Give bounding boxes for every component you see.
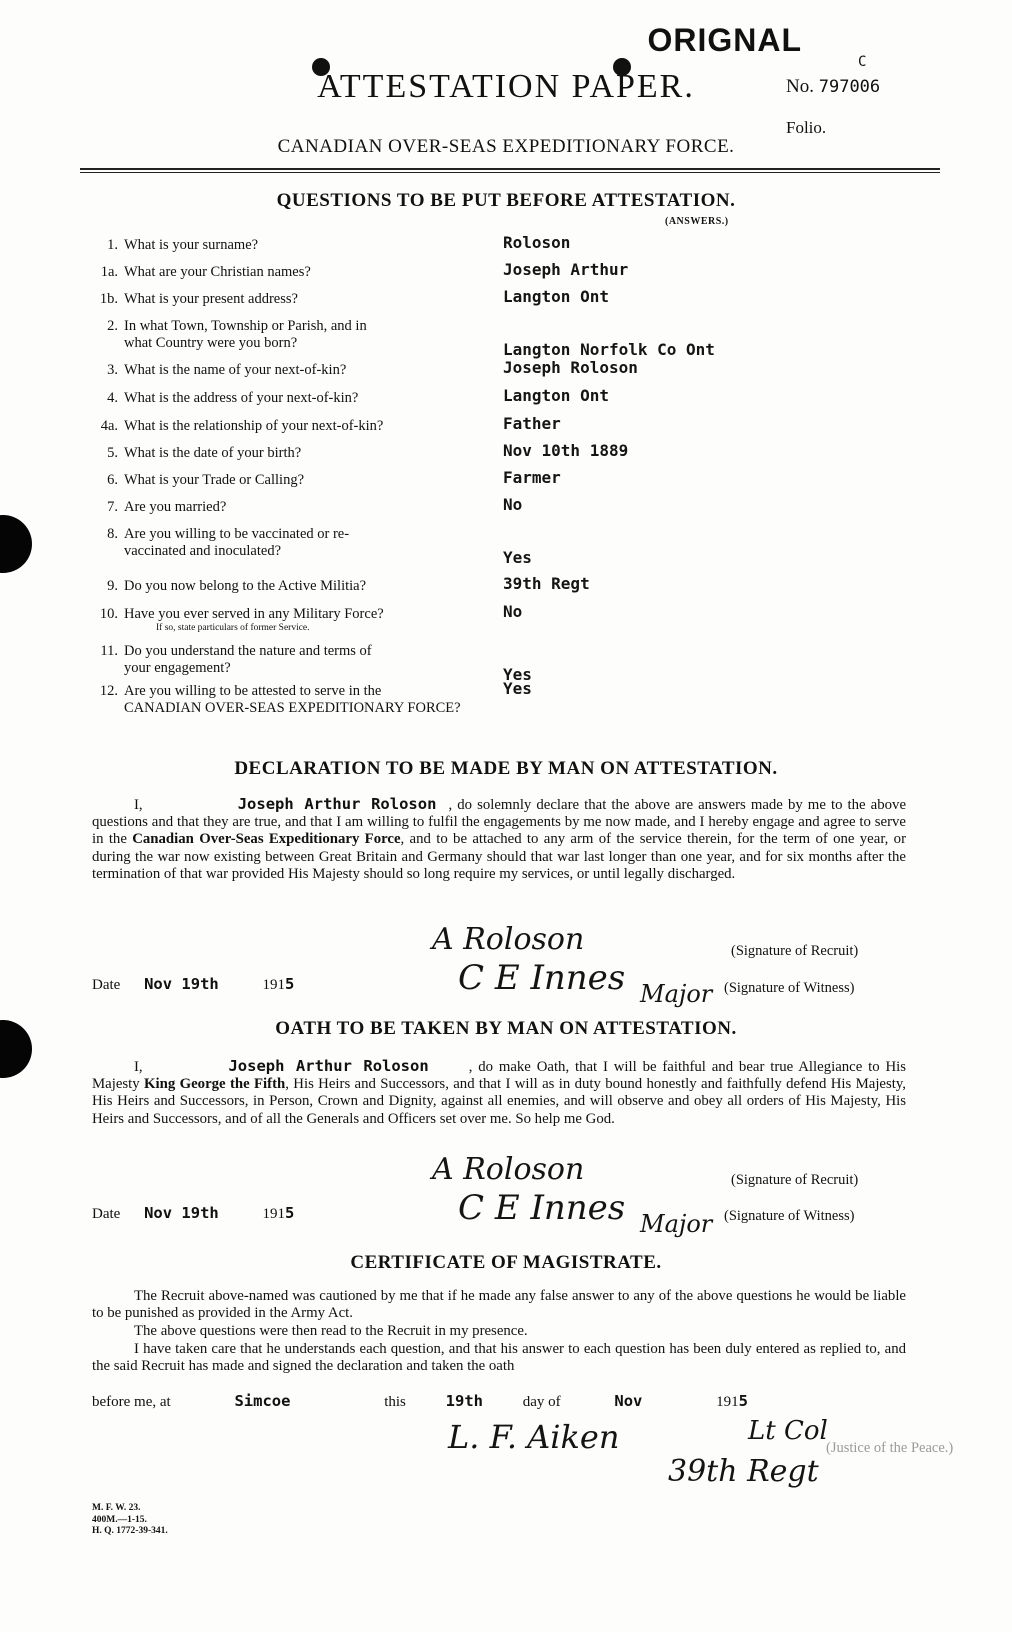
oath-heading: OATH TO BE TAKEN BY MAN ON ATTESTATION. bbox=[275, 1018, 737, 1039]
oath-year-suffix: 5 bbox=[284, 1204, 295, 1222]
original-stamp: ORIGNAL bbox=[647, 22, 802, 58]
oath-date-line bbox=[92, 1204, 294, 1223]
answer-value: Langton Norfolk Co Ont bbox=[503, 340, 715, 359]
question-number: 1. bbox=[107, 237, 118, 253]
question-text: Have you ever served in any Military Force? bbox=[124, 606, 384, 622]
question-text-continued: your engagement? bbox=[124, 660, 231, 676]
certificate-day-of-label: day of bbox=[522, 1394, 561, 1410]
question-row bbox=[90, 606, 470, 634]
magistrate-unit: 39th Regt bbox=[668, 1454, 819, 1489]
declaration-heading: DECLARATION TO BE MADE BY MAN ON ATTESTATION. bbox=[234, 758, 778, 779]
answer-value: Yes bbox=[503, 679, 532, 698]
question-line bbox=[90, 578, 366, 594]
answer-value: Yes bbox=[503, 665, 532, 684]
certificate-paragraph-3: I have taken care that he understands each question, and that his answer to each question has been duly entered as replied to, and the said Recruit has made and signed the declaration and taken the oath bbox=[92, 1341, 906, 1375]
question-row bbox=[90, 445, 470, 462]
question-line bbox=[90, 264, 311, 280]
certificate-year-prefix: 191 bbox=[716, 1394, 739, 1410]
certificate-paragraph-2: The above questions were then read to the Recruit in my presence. bbox=[134, 1323, 528, 1339]
question-number: 6. bbox=[107, 472, 118, 488]
question-number: 12. bbox=[99, 683, 118, 699]
question-row bbox=[90, 499, 470, 516]
question-number: 5. bbox=[107, 445, 118, 461]
registration-letter: C bbox=[858, 54, 867, 70]
declaration-witness-signature: C E Innes bbox=[458, 958, 626, 998]
divider bbox=[80, 172, 940, 173]
declaration-witness-rank: Major bbox=[640, 980, 713, 1008]
registration-value: 797006 bbox=[818, 77, 881, 97]
question-row bbox=[90, 526, 470, 560]
question-text: What is the address of your next-of-kin? bbox=[124, 390, 359, 406]
answer-value: Joseph Arthur bbox=[503, 260, 629, 279]
question-text: Do you now belong to the Active Militia? bbox=[124, 578, 367, 594]
oath-recruit-caption: (Signature of Recruit) bbox=[731, 1172, 859, 1188]
answer-value: Joseph Roloson bbox=[503, 358, 638, 377]
question-number: 11. bbox=[100, 643, 118, 659]
question-number: 8. bbox=[107, 526, 118, 542]
question-row bbox=[90, 237, 470, 254]
declaration-recruit-name: Joseph Arthur Roloson bbox=[237, 795, 437, 813]
answer-value: Langton Ont bbox=[503, 287, 609, 306]
question-text-continued: CANADIAN OVER-SEAS EXPEDITIONARY FORCE? bbox=[124, 700, 461, 716]
question-line bbox=[90, 683, 381, 699]
question-text-continued: what Country were you born? bbox=[124, 335, 298, 351]
question-line bbox=[90, 445, 301, 461]
form-code-line: M. F. W. 23. bbox=[92, 1503, 141, 1513]
question-row bbox=[90, 264, 470, 281]
question-line bbox=[90, 643, 372, 659]
declaration-lead: I, bbox=[134, 797, 143, 813]
question-line bbox=[90, 318, 367, 334]
question-line bbox=[90, 499, 226, 515]
form-code bbox=[92, 1503, 168, 1538]
certificate-this-label: this bbox=[384, 1394, 406, 1410]
question-text: What are your Christian names? bbox=[124, 264, 311, 280]
folio-label: Folio. bbox=[786, 118, 827, 137]
answer-value: Father bbox=[503, 414, 561, 433]
question-line bbox=[90, 291, 298, 307]
question-text: What is the date of your birth? bbox=[124, 445, 302, 461]
declaration-year-prefix: 191 bbox=[262, 977, 285, 993]
question-line bbox=[90, 418, 383, 434]
oath-witness-caption: (Signature of Witness) bbox=[724, 1208, 855, 1224]
declaration-recruit-signature: A Roloson bbox=[432, 922, 585, 957]
question-number: 2. bbox=[107, 318, 118, 334]
question-number: 10. bbox=[99, 606, 118, 622]
declaration-date-value: Nov 19th bbox=[144, 975, 219, 993]
form-code-line: 400M.—1-15. bbox=[92, 1514, 147, 1525]
registration-prefix: No. bbox=[786, 76, 814, 97]
divider bbox=[80, 168, 940, 170]
oath-witness-rank: Major bbox=[640, 1210, 713, 1238]
questions-heading: QUESTIONS TO BE PUT BEFORE ATTESTATION. bbox=[276, 190, 736, 211]
question-number: 4. bbox=[107, 390, 118, 406]
question-number: 4a. bbox=[100, 418, 118, 434]
question-number: 1a. bbox=[100, 264, 118, 280]
declaration-witness-caption: (Signature of Witness) bbox=[724, 980, 855, 996]
question-text-continued: vaccinated and inoculated? bbox=[124, 543, 282, 559]
question-line bbox=[90, 237, 258, 253]
question-number: 9. bbox=[107, 578, 118, 594]
answer-value: Farmer bbox=[503, 468, 561, 487]
declaration-text-1: , do solemnly declare that the above are answers made by me to the above questions and that they are true, and that I am willing to fulfil the engagements by me now made, and I hereby engage and agree to serve in the bbox=[92, 797, 907, 848]
question-line bbox=[90, 606, 384, 622]
oath-lead: I, bbox=[134, 1059, 143, 1075]
answer-value: No bbox=[503, 495, 523, 514]
question-text: Are you married? bbox=[124, 499, 227, 515]
answer-value: Langton Ont bbox=[503, 386, 609, 405]
magistrate-title: Lt Col bbox=[748, 1416, 828, 1446]
question-line bbox=[90, 362, 346, 378]
question-number: 7. bbox=[107, 499, 118, 515]
question-text: What is your Trade or Calling? bbox=[124, 472, 305, 488]
answer-value: Nov 10th 1889 bbox=[503, 441, 629, 460]
answers-column-label: (ANSWERS.) bbox=[665, 216, 729, 227]
declaration-text-2: , and to be attached to any arm of the service therein, for the term of one year, or during the war now existing between Great Britain and Germany should that war last longer than one year, and for six months after the termination of that war provided His Majesty should so long require my services, or until legally discharged. bbox=[92, 831, 906, 882]
form-code-line: H. Q. 1772-39-341. bbox=[92, 1526, 168, 1536]
oath-recruit-signature: A Roloson bbox=[432, 1152, 585, 1187]
question-text: What is the relationship of your next-of-kin? bbox=[124, 418, 384, 434]
answer-value: 39th Regt bbox=[503, 574, 590, 593]
question-row bbox=[90, 418, 470, 435]
question-text: Do you understand the nature and terms of bbox=[124, 643, 372, 659]
question-row bbox=[90, 578, 470, 595]
oath-king-name: King George the Fifth bbox=[144, 1076, 286, 1093]
answer-value: Yes bbox=[503, 548, 532, 567]
question-line bbox=[90, 526, 349, 542]
document-title: ATTESTATION PAPER. bbox=[317, 68, 695, 105]
document-subtitle: CANADIAN OVER-SEAS EXPEDITIONARY FORCE. bbox=[277, 136, 735, 157]
question-row bbox=[90, 472, 470, 489]
question-row bbox=[90, 390, 470, 407]
declaration-date-label: Date bbox=[92, 977, 121, 993]
question-row bbox=[90, 643, 470, 677]
magistrate-signature: L. F. Aiken bbox=[448, 1418, 620, 1456]
question-row bbox=[90, 362, 470, 379]
declaration-recruit-caption: (Signature of Recruit) bbox=[731, 943, 859, 959]
question-text: Are you willing to be attested to serve in the bbox=[124, 683, 382, 699]
question-line bbox=[90, 472, 304, 488]
declaration-date-line bbox=[92, 975, 294, 994]
question-text: What is your present address? bbox=[124, 291, 298, 307]
oath-witness-signature: C E Innes bbox=[458, 1188, 626, 1228]
question-text: What is the name of your next-of-kin? bbox=[124, 362, 347, 378]
question-row bbox=[90, 318, 470, 352]
oath-text-1: , do make Oath, that I will be faithful and bear true Allegiance to His Majesty bbox=[92, 1059, 907, 1093]
question-text: What is your surname? bbox=[124, 237, 259, 253]
question-row bbox=[90, 683, 470, 717]
question-note: If so, state particulars of former Service. bbox=[156, 623, 310, 633]
answer-value: Roloson bbox=[503, 233, 571, 252]
question-number: 1b. bbox=[99, 291, 118, 307]
question-text: Are you willing to be vaccinated or re- bbox=[124, 526, 350, 542]
certificate-place-date-line bbox=[92, 1392, 748, 1411]
question-line bbox=[90, 390, 358, 406]
declaration-force-name: Canadian Over-Seas Expeditionary Force bbox=[132, 831, 401, 848]
punch-hole bbox=[0, 515, 32, 573]
oath-recruit-name: Joseph Arthur Roloson bbox=[228, 1057, 429, 1075]
declaration-text bbox=[92, 796, 906, 883]
oath-date-value: Nov 19th bbox=[144, 1204, 219, 1222]
question-row bbox=[90, 291, 470, 308]
certificate-day: 19th bbox=[445, 1392, 483, 1410]
oath-year-prefix: 191 bbox=[262, 1206, 285, 1222]
certificate-paragraph-1: The Recruit above-named was cautioned by me that if he made any false answer to any of the above questions he would be liable to be punished as provided in the Army Act. bbox=[92, 1288, 906, 1322]
oath-text bbox=[92, 1058, 906, 1128]
certificate-place: Simcoe bbox=[234, 1392, 291, 1410]
question-number: 3. bbox=[107, 362, 118, 378]
answer-value: No bbox=[503, 602, 523, 621]
declaration-year-suffix: 5 bbox=[284, 975, 295, 993]
question-text: In what Town, Township or Parish, and in bbox=[124, 318, 367, 334]
justice-caption: (Justice of the Peace.) bbox=[826, 1440, 954, 1456]
oath-date-label: Date bbox=[92, 1206, 121, 1222]
oath-text-2: , His Heirs and Successors, and that I will as in duty bound honestly and faithfully defend His Majesty, His Heirs and Successors, in Person, Crown and Dignity, against all enemies, and will observe and obey all orders of His Majesty, His Heirs and Successors, and of all the Generals and Officers set over me. So help me God. bbox=[92, 1076, 907, 1127]
certificate-year-suffix: 5 bbox=[738, 1392, 748, 1410]
certificate-before-label: before me, at bbox=[92, 1394, 171, 1410]
certificate-month: Nov bbox=[614, 1392, 643, 1410]
certificate-heading: CERTIFICATE OF MAGISTRATE. bbox=[350, 1252, 662, 1273]
